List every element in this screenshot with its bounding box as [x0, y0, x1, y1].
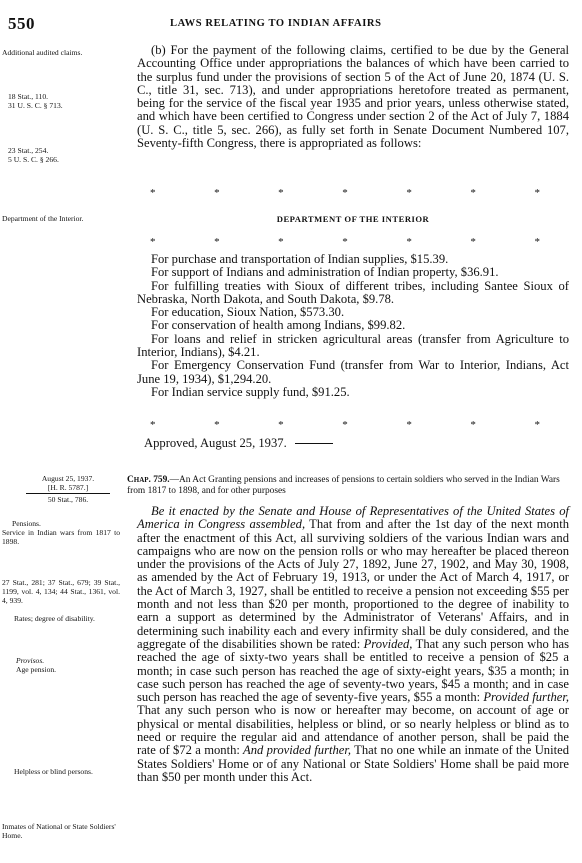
margin-note-claims: Additional audited claims. — [2, 48, 83, 57]
chapter-label: Chap. 759. — [127, 475, 170, 485]
margin-note-pensions — [2, 519, 120, 546]
ellipsis-stars-2: * * * * * * * — [150, 236, 540, 248]
item-7: For Emergency Conservation Fund (transfer from War to Interior, Indians, Act June 19, 1934), $1,294.20. — [137, 358, 569, 386]
approved-line — [144, 436, 333, 451]
margin-note-dept: Department of the Interior. — [2, 214, 84, 223]
margin-note-stat2-a: 23 Stat., 254. — [8, 146, 49, 155]
act-body — [137, 505, 569, 784]
section-b-paragraph — [137, 44, 569, 150]
bill-rule — [26, 493, 110, 494]
chapter-title: —An Act Granting pensions and increases of pensions to certain soldiers who served in the Indian Wars from 1817 to 1898, and for other purposes — [127, 475, 560, 496]
section-b-text: (b) For the payment of the following claims, certified to be due by the General Accounting Office under appropriations the balances of which have been carried to the surplus fund under the provisions of section 5 of the Act of June 20, 1874 (U. S. C., title 31, sec. 713), and under appropriations heretofore treated as permanent, being for the service of the fiscal year 1935 and prior years, unless otherwise stated, and which have been certified to Congress under section 2 of the Act of July 7, 1884 (U. S. C., title 5, sec. 266), as fully set forth in Senate Document Numbered 107, Seventy-fifth Congress, there is appropriated as follows: — [137, 43, 569, 151]
act-text-2: That any such person who has reached the age of sixty-two years shall be entitled to receive a pension of $25 a month; in case such person has reached the age of sixty-eight years, $35 a month; in case such person has reached the age of seventy-two years, $45 a month; and in case such person has reached the age of seventy-five years, $55 a month: — [137, 636, 569, 705]
proviso-3: And provided further, — [239, 743, 352, 758]
item-4: For education, Sioux Nation, $573.30. — [151, 305, 345, 320]
act-paragraph — [137, 505, 569, 784]
margin-pensions-sub: Service in Indian wars from 1817 to 1898. — [2, 528, 120, 546]
signature-rule — [295, 443, 333, 444]
item-5: For conservation of health among Indians, $99.82. — [151, 318, 406, 333]
bill-date: August 25, 1937. — [41, 474, 95, 483]
margin-note-stat1-a: 18 Stat., 110. — [8, 92, 49, 101]
margin-note-provisos — [2, 656, 120, 674]
margin-note-rates: Rates; degree of disability. — [14, 614, 95, 623]
chapter-heading — [127, 475, 572, 497]
item-1: For purchase and transportation of Indian supplies, $15.39. — [151, 252, 449, 266]
act-text-1: That from and after the 1st day of the next month after the enactment of this Act, all surviving soldiers of the various Indian wars and campaigns who are now on the pension rolls or who may hereafter be placed thereon under the provisions of the Acts of July 27, 1892, June 27, 1902, and May 30, 1908, as amended by the Act of February 19, 1913, or under the Act of March 4, 1917, or the Act of March 3, 1927, shall be entitled to receive a pension not exceeding $55 per month and not less than $20 per month, proportioned to the degree of inability to earn a support as determined by the Administrator of Veterans' Affairs, and in determining such inability each and every infirmity shall be duly considered, and the aggregate of the disabilities shown be rated: — [137, 517, 569, 651]
running-title: LAWS RELATING TO INDIAN AFFAIRS — [170, 18, 382, 29]
margin-note-stat2-b: 5 U. S. C. § 266. — [8, 155, 59, 164]
item-8: For Indian service supply fund, $91.25. — [151, 384, 350, 399]
page-header — [0, 14, 582, 34]
margin-pensions-title: Pensions. — [12, 519, 41, 528]
ellipsis-stars-1: * * * * * * * — [150, 187, 540, 199]
margin-note-helpless: Helpless or blind persons. — [14, 767, 93, 776]
margin-note-stat2 — [8, 146, 126, 164]
margin-note-inmates: Inmates of National or State Soldiers' Home. — [2, 822, 116, 840]
bill-hr: [H. R. 5787.] — [47, 483, 89, 492]
margin-provisos: Provisos. — [16, 656, 45, 665]
bill-stat: 50 Stat., 786. — [47, 495, 89, 504]
margin-note-stat1 — [8, 92, 126, 110]
proviso-2: Provided further, — [480, 690, 569, 705]
department-heading: DEPARTMENT OF THE INTERIOR — [276, 214, 430, 224]
margin-note-stats-list: 27 Stat., 281; 37 Stat., 679; 39 Stat., 1199, vol. 4, 134; 44 Stat., 1361, vol. 4, 939. — [2, 578, 120, 605]
page-number: 550 — [8, 14, 35, 33]
act-text-4: That no one while an inmate of the United States Soldiers' Home or of any National or State Soldiers' Home shall be paid more than $50 per month under this Act. — [137, 743, 569, 784]
approved-text: Approved, August 25, 1937. — [144, 436, 287, 450]
item-6: For loans and relief in stricken agricultural areas (transfer from Agriculture to Interior, Indians), $4.21. — [137, 331, 569, 360]
bill-reference-box — [18, 474, 118, 504]
item-3: For fulfilling treaties with Sioux of different tribes, including Santee Sioux of Nebraska, North Dakota, and South Dakota, $9.78. — [137, 278, 569, 306]
act-text-3: That any such person who is now or hereafter may become, on account of age or physical or mental disabilities, helpless or blind, or so nearly helpless or blind as to need or require the regular aid and attendance of another person, shall be paid the rate of $72 a month: — [137, 703, 569, 758]
ellipsis-stars-3: * * * * * * * — [150, 419, 540, 431]
enacting-clause: Be it enacted by the Senate and House of Representatives of the United States of America in Congress assembled, — [137, 504, 569, 532]
margin-age-pension: Age pension. — [16, 665, 57, 674]
item-2: For support of Indians and administration of Indian property, $36.91. — [151, 265, 499, 280]
margin-note-stat1-b: 31 U. S. C. § 713. — [8, 101, 63, 110]
appropriation-items — [137, 253, 569, 399]
proviso-1: Provided, — [360, 636, 413, 651]
